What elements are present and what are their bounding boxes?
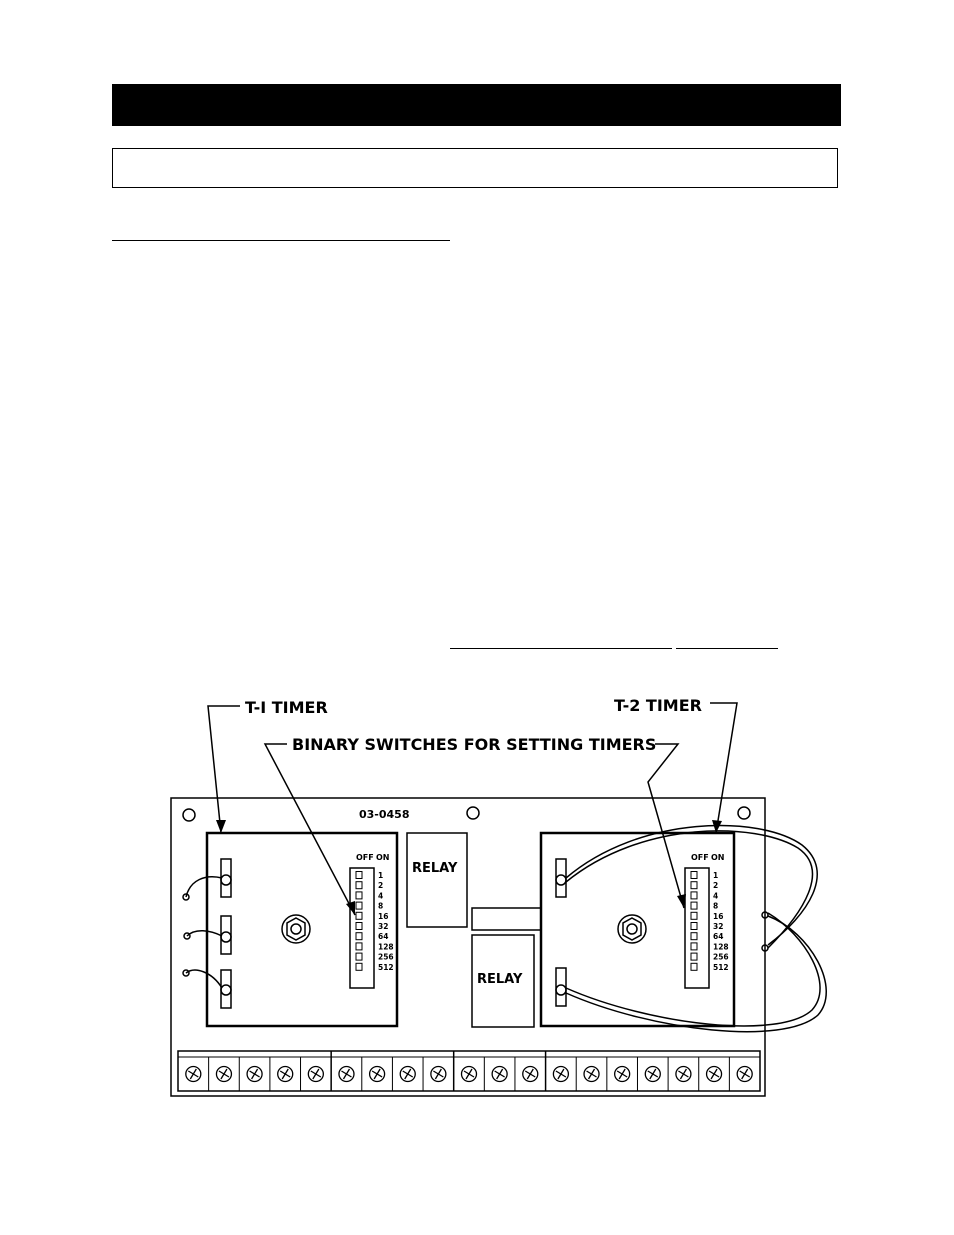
switch-value-label: 1 [713, 871, 719, 880]
t2-loop-wire [566, 826, 817, 945]
t2-binary-switch-bank [685, 853, 729, 988]
dip-switch [691, 872, 697, 879]
dip-switch [356, 953, 362, 960]
t2-loop-wire [566, 831, 812, 948]
mounting-hole [183, 809, 195, 821]
relay-2-label: RELAY [477, 972, 523, 987]
terminal-screw [584, 1067, 599, 1082]
terminal-screw [370, 1067, 385, 1082]
terminal-screw [523, 1067, 538, 1082]
dip-switch [691, 943, 697, 950]
switch-value-label: 2 [378, 881, 384, 891]
switch-value-label: 512 [713, 962, 729, 972]
dip-switch [356, 912, 362, 919]
switch-value-label: 16 [378, 911, 389, 921]
terminal-screw [462, 1067, 477, 1082]
t1-lead-wire [186, 877, 222, 897]
terminal-screw [492, 1067, 507, 1082]
t2-lead-joint [556, 875, 566, 885]
terminal-screw [216, 1067, 231, 1082]
relay-1-box [407, 833, 467, 927]
t1-lead-joint [221, 985, 231, 995]
switch-value-label: 2 [713, 881, 719, 891]
switch-value-label: 512 [378, 962, 394, 972]
dip-switch [691, 923, 697, 930]
t1-arrowhead [216, 820, 226, 833]
dip-switch [691, 933, 697, 940]
t1-lead-joint [221, 875, 231, 885]
mounting-hole [467, 807, 479, 819]
t1-lead-joint [221, 932, 231, 942]
t1-timer-label: T-I TIMER [245, 698, 328, 717]
t1-terminal-tab [221, 916, 231, 954]
switch-value-label: 128 [378, 942, 394, 952]
t1-potentiometer [282, 915, 310, 943]
terminal-screw [676, 1067, 691, 1082]
t1-terminal-tab [221, 859, 231, 897]
t1-lead-wire [187, 931, 222, 936]
terminal-screw [431, 1067, 446, 1082]
terminal-screw [707, 1067, 722, 1082]
dip-switch [356, 872, 362, 879]
switch-value-label: 256 [378, 952, 394, 962]
t2-leader-line [710, 703, 737, 833]
dip-switch [356, 902, 362, 909]
switch-value-label: 64 [378, 932, 389, 942]
dip-switch [356, 963, 362, 970]
terminal-screw [645, 1067, 660, 1082]
switch-value-label: 1 [378, 871, 384, 880]
t1-leader-line [208, 706, 240, 833]
terminal-screw [186, 1067, 201, 1082]
switch-value-label: 128 [713, 942, 729, 952]
terminal-screw [553, 1067, 568, 1082]
dip-switch [691, 963, 697, 970]
terminal-screw [400, 1067, 415, 1082]
dip-switch [356, 882, 362, 889]
t2-terminal-tab [556, 859, 566, 897]
switch-value-label: 8 [713, 901, 719, 911]
board-number-label: 03-0458 [359, 808, 410, 821]
dip-switch [356, 892, 362, 899]
switch-off-label: OFF [691, 853, 709, 862]
switch-value-label: 256 [713, 952, 729, 962]
dip-switch [691, 902, 697, 909]
terminal-screw [247, 1067, 262, 1082]
switch-leader-left [265, 744, 355, 915]
switch-value-label: 64 [713, 932, 724, 942]
switch-value-label: 4 [378, 891, 384, 901]
terminal-screw [615, 1067, 630, 1082]
dip-switch [356, 933, 362, 940]
terminal-screw [308, 1067, 323, 1082]
switch-value-label: 16 [713, 911, 724, 921]
t1-binary-switch-bank [350, 853, 394, 988]
dip-switch [691, 882, 697, 889]
t2-loop-wire [566, 916, 826, 1032]
relay-connector [472, 908, 541, 930]
t1-lead-wire [186, 970, 222, 988]
dip-switch [691, 912, 697, 919]
switch-leader-right [648, 744, 684, 908]
dip-switch [691, 892, 697, 899]
t1-terminal-tab [221, 970, 231, 1008]
terminal-screw [339, 1067, 354, 1082]
switch-value-label: 32 [713, 922, 724, 931]
binary-switches-label: BINARY SWITCHES FOR SETTING TIMERS [292, 735, 657, 754]
dip-switch [691, 953, 697, 960]
t2-timer-label: T-2 TIMER [614, 696, 702, 715]
switch-on-label: ON [711, 853, 725, 862]
t2-potentiometer [618, 915, 646, 943]
switch-off-label: OFF [356, 853, 374, 862]
t2-lead-joint [556, 985, 566, 995]
switch-on-label: ON [376, 853, 390, 862]
mounting-hole [738, 807, 750, 819]
switch-value-label: 8 [378, 901, 384, 911]
switch-value-label: 4 [713, 891, 719, 901]
terminal-screw [737, 1067, 752, 1082]
dip-switch [356, 923, 362, 930]
dip-switch [356, 943, 362, 950]
relay-1-label: RELAY [412, 861, 458, 876]
terminal-screw [278, 1067, 293, 1082]
switch-value-label: 32 [378, 922, 389, 931]
